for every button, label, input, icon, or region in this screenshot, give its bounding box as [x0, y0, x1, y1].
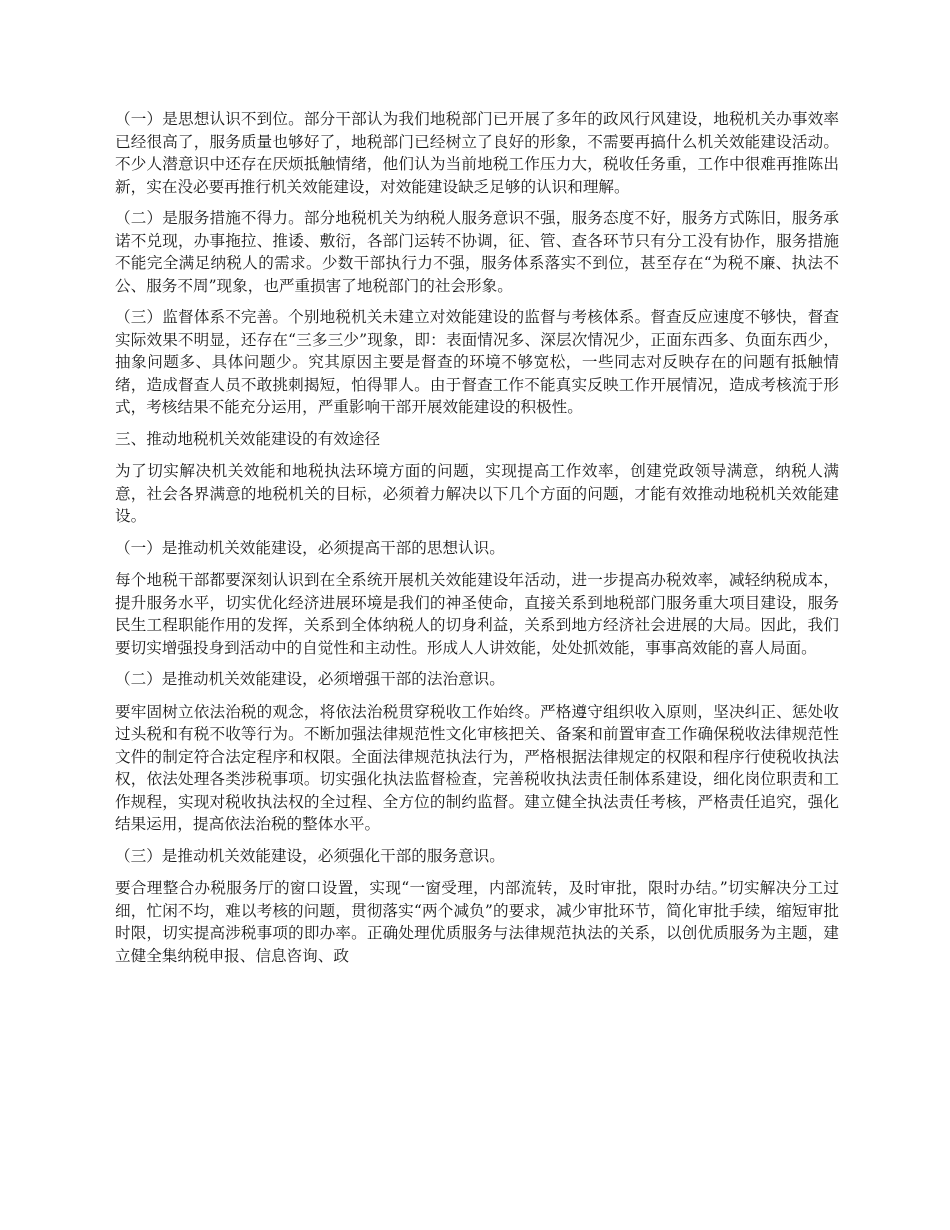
paragraph-intro: 为了切实解决机关效能和地税执法环境方面的问题，实现提高工作效率，创建党政领导满意，纳税人满意，社会各界满意的地税机关的目标，必须着力解决以下几个方面的问题，才能有效推动地税机关效能建设。: [115, 462, 839, 525]
section-heading-3: 三、推动地税机关效能建设的有效途径: [115, 429, 381, 448]
paragraph-problem-2: （二）是服务措施不得力。部分地税机关为纳税人服务意识不强，服务态度不好，服务方式陈旧，服务承诺不兑现，办事拖拉、推诿、敷衍，各部门运转不协调，征、管、查各环节只有分工没有协作，服务措施不能完全满足纳税人的需求。少数干部执行力不强，服务体系落实不到位，甚至存在“为税不廉、执法不公、服务不周”现象，也严重损害了地税部门的社会形象。: [115, 209, 839, 295]
paragraph-problem-1: （一）是思想认识不到位。部分干部认为我们地税部门已开展了多年的政风行风建设，地税机关办事效率已经很高了，服务质量也够好了，地税部门已经树立了良好的形象，不需要再搞什么机关效能建设活动。不少人潜意识中还存在厌烦抵触情绪，他们认为当前地税工作压力大，税收任务重，工作中很难再推陈出新，实在没必要再推行机关效能建设，对效能建设缺乏足够的认识和理解。: [115, 110, 839, 196]
paragraph-measure-3: 要合理整合办税服务厅的窗口设置，实现“一窗受理，内部流转，及时审批，限时办结。”切实解决分工过细，忙闲不均，难以考核的问题，贯彻落实“两个减负”的要求，减少审批环节，简化审批手续，缩短审批时限，切实提高涉税事项的即办率。正确处理优质服务与法律规范执法的关系，以创优质服务为主题，建立健全集纳税申报、信息咨询、政: [115, 879, 839, 965]
subheading-2: （二）是推动机关效能建设，必须增强干部的法治意识。: [115, 670, 505, 688]
subheading-1: （一）是推动机关效能建设，必须提高干部的思想认识。: [115, 538, 505, 557]
document-body: [115, 108, 839, 976]
paragraph-measure-2: 要牢固树立依法治税的观念，将依法治税贯穿税收工作始终。严格遵守组织收入原则，坚决纠正、惩处收过头税和有税不收等行为。不断加强法律规范性文化审核把关、备案和前置审查工作确保税收法律规范性文件的制定符合法定程序和权限。全面法律规范执法行为，严格根据法律规定的权限和程序行使税收执法权，依法处理各类涉税事项。切实强化执法监督检查，完善税收执法责任制体系建设，细化岗位职责和工作规程，实现对税收执法权的全过程、全方位的制约监督。建立健全执法责任考核，严格责任追究，强化结果运用，提高依法治税的整体水平。: [115, 702, 839, 833]
paragraph-measure-1: 每个地税干部都要深刻认识到在全系统开展机关效能建设年活动，进一步提高办税效率，减轻纳税成本，提升服务水平，切实优化经济进展环境是我们的神圣使命，直接关系到地税部门服务重大项目建设，服务民生工程职能作用的发挥，关系到全体纳税人的切身利益，关系到地方经济社会进展的大局。因此，我们要切实增强投身到活动中的自觉性和主动性。形成人人讲效能，处处抓效能，事事高效能的喜人局面。: [115, 571, 839, 657]
subheading-3: （三）是推动机关效能建设，必须强化干部的服务意识。: [115, 846, 505, 865]
paragraph-problem-3: （三）监督体系不完善。个别地税机关未建立对效能建设的监督与考核体系。督查反应速度不够快，督查实际效果不明显，还存在“三多三少”现象，即：表面情况多、深层次情况少，正面东西多、负面东西少，抽象问题多、具体问题少。究其原因主要是督查的环境不够宽松，一些同志对反映存在的问题有抵触情绪，造成督查人员不敢挑刺揭短，怕得罪人。由于督查工作不能真实反映工作开展情况，造成考核流于形式，考核结果不能充分运用，严重影响干部开展效能建设的积极性。: [115, 308, 839, 416]
